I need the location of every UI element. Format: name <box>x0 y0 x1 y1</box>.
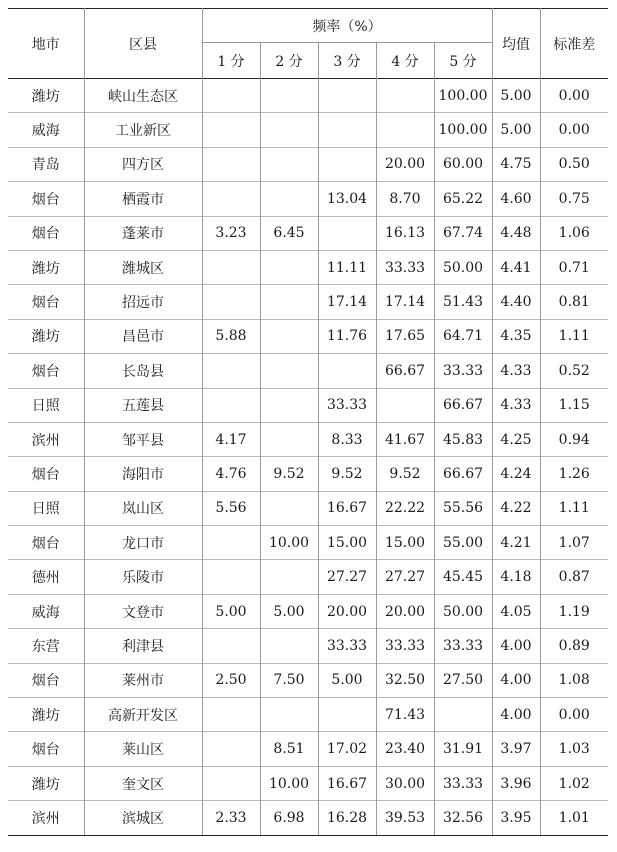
cell-freq-1 <box>202 560 260 594</box>
cell-county: 莱山区 <box>84 732 202 766</box>
cell-freq-1: 2.50 <box>202 663 260 697</box>
table-row <box>8 766 608 800</box>
cell-freq-3: 16.67 <box>318 491 376 525</box>
cell-county: 乐陵市 <box>84 560 202 594</box>
cell-mean: 5.00 <box>492 79 540 113</box>
cell-freq-4: 41.67 <box>376 422 434 456</box>
table-body <box>8 79 608 836</box>
cell-freq-4: 66.67 <box>376 354 434 388</box>
cell-city: 德州 <box>8 560 84 594</box>
cell-city: 烟台 <box>8 663 84 697</box>
cell-city: 烟台 <box>8 526 84 560</box>
cell-county: 奎文区 <box>84 766 202 800</box>
cell-sd: 1.19 <box>540 594 608 628</box>
cell-freq-1: 5.88 <box>202 319 260 353</box>
cell-city: 潍坊 <box>8 319 84 353</box>
cell-freq-5: 33.33 <box>434 629 492 663</box>
cell-freq-5: 27.50 <box>434 663 492 697</box>
frequency-table <box>8 8 608 836</box>
cell-freq-3: 33.33 <box>318 629 376 663</box>
cell-city: 潍坊 <box>8 250 84 284</box>
cell-mean: 4.41 <box>492 250 540 284</box>
cell-freq-1: 4.17 <box>202 422 260 456</box>
cell-sd: 0.00 <box>540 698 608 732</box>
cell-freq-4: 20.00 <box>376 147 434 181</box>
cell-freq-1 <box>202 732 260 766</box>
cell-sd: 1.03 <box>540 732 608 766</box>
cell-freq-5: 60.00 <box>434 147 492 181</box>
cell-freq-1: 3.23 <box>202 216 260 250</box>
cell-mean: 4.33 <box>492 388 540 422</box>
cell-city: 烟台 <box>8 216 84 250</box>
cell-county: 高新开发区 <box>84 698 202 732</box>
header-mean: 均值 <box>492 9 540 79</box>
cell-mean: 4.48 <box>492 216 540 250</box>
cell-freq-2 <box>260 79 318 113</box>
cell-freq-4: 8.70 <box>376 182 434 216</box>
table-row <box>8 182 608 216</box>
cell-mean: 3.97 <box>492 732 540 766</box>
cell-freq-4: 17.65 <box>376 319 434 353</box>
table-row <box>8 285 608 319</box>
cell-freq-5: 31.91 <box>434 732 492 766</box>
cell-freq-2: 7.50 <box>260 663 318 697</box>
table-row <box>8 698 608 732</box>
cell-freq-5: 100.00 <box>434 113 492 147</box>
cell-freq-5: 50.00 <box>434 594 492 628</box>
cell-county: 蓬莱市 <box>84 216 202 250</box>
cell-county: 五莲县 <box>84 388 202 422</box>
cell-freq-2 <box>260 560 318 594</box>
cell-freq-1 <box>202 629 260 663</box>
cell-sd: 0.94 <box>540 422 608 456</box>
cell-freq-2: 10.00 <box>260 766 318 800</box>
cell-freq-4: 30.00 <box>376 766 434 800</box>
table-row <box>8 491 608 525</box>
cell-county: 四方区 <box>84 147 202 181</box>
cell-freq-4 <box>376 113 434 147</box>
cell-freq-3 <box>318 216 376 250</box>
table-row <box>8 457 608 491</box>
header-score-1: 1 分 <box>202 43 260 79</box>
cell-freq-1 <box>202 698 260 732</box>
cell-freq-2 <box>260 285 318 319</box>
cell-county: 邹平县 <box>84 422 202 456</box>
cell-freq-2 <box>260 354 318 388</box>
cell-freq-3: 9.52 <box>318 457 376 491</box>
cell-freq-2: 5.00 <box>260 594 318 628</box>
cell-city: 东营 <box>8 629 84 663</box>
cell-freq-1 <box>202 766 260 800</box>
cell-freq-2 <box>260 422 318 456</box>
cell-freq-2 <box>260 319 318 353</box>
table-row <box>8 560 608 594</box>
cell-freq-2 <box>260 388 318 422</box>
cell-freq-5: 33.33 <box>434 354 492 388</box>
cell-freq-3: 8.33 <box>318 422 376 456</box>
cell-sd: 1.08 <box>540 663 608 697</box>
cell-freq-1 <box>202 526 260 560</box>
cell-mean: 4.40 <box>492 285 540 319</box>
cell-mean: 4.33 <box>492 354 540 388</box>
cell-county: 长岛县 <box>84 354 202 388</box>
cell-freq-4: 39.53 <box>376 801 434 835</box>
cell-freq-2: 8.51 <box>260 732 318 766</box>
cell-city: 滨州 <box>8 801 84 835</box>
cell-county: 潍城区 <box>84 250 202 284</box>
cell-freq-5: 66.67 <box>434 457 492 491</box>
cell-county: 招远市 <box>84 285 202 319</box>
cell-county: 岚山区 <box>84 491 202 525</box>
cell-freq-3: 13.04 <box>318 182 376 216</box>
header-sd: 标准差 <box>540 9 608 79</box>
cell-freq-1 <box>202 354 260 388</box>
table-row <box>8 663 608 697</box>
cell-freq-1 <box>202 147 260 181</box>
cell-freq-4: 33.33 <box>376 250 434 284</box>
header-frequency: 频率（%） <box>202 9 492 43</box>
cell-sd: 1.06 <box>540 216 608 250</box>
table-row <box>8 594 608 628</box>
cell-mean: 4.75 <box>492 147 540 181</box>
cell-freq-4: 16.13 <box>376 216 434 250</box>
cell-sd: 0.71 <box>540 250 608 284</box>
cell-city: 烟台 <box>8 457 84 491</box>
cell-freq-3: 11.11 <box>318 250 376 284</box>
cell-freq-5: 45.83 <box>434 422 492 456</box>
cell-freq-4: 33.33 <box>376 629 434 663</box>
cell-sd: 0.89 <box>540 629 608 663</box>
header-score-2: 2 分 <box>260 43 318 79</box>
cell-sd: 1.02 <box>540 766 608 800</box>
cell-freq-5: 66.67 <box>434 388 492 422</box>
cell-freq-2 <box>260 113 318 147</box>
cell-sd: 0.75 <box>540 182 608 216</box>
cell-freq-4 <box>376 79 434 113</box>
cell-mean: 3.95 <box>492 801 540 835</box>
cell-city: 烟台 <box>8 182 84 216</box>
cell-mean: 4.60 <box>492 182 540 216</box>
cell-freq-1 <box>202 113 260 147</box>
cell-freq-1: 5.56 <box>202 491 260 525</box>
cell-city: 潍坊 <box>8 79 84 113</box>
cell-sd: 0.52 <box>540 354 608 388</box>
cell-sd: 0.00 <box>540 79 608 113</box>
header-score-3: 3 分 <box>318 43 376 79</box>
cell-freq-3: 15.00 <box>318 526 376 560</box>
cell-mean: 4.21 <box>492 526 540 560</box>
cell-mean: 4.00 <box>492 629 540 663</box>
cell-city: 威海 <box>8 594 84 628</box>
cell-freq-2: 10.00 <box>260 526 318 560</box>
cell-county: 文登市 <box>84 594 202 628</box>
cell-freq-5: 55.00 <box>434 526 492 560</box>
cell-mean: 4.18 <box>492 560 540 594</box>
cell-sd: 1.15 <box>540 388 608 422</box>
cell-city: 潍坊 <box>8 698 84 732</box>
cell-freq-5: 100.00 <box>434 79 492 113</box>
cell-mean: 4.05 <box>492 594 540 628</box>
cell-freq-2 <box>260 250 318 284</box>
table-row <box>8 629 608 663</box>
cell-sd: 1.11 <box>540 319 608 353</box>
cell-freq-1 <box>202 79 260 113</box>
cell-mean: 4.00 <box>492 663 540 697</box>
cell-freq-4: 71.43 <box>376 698 434 732</box>
cell-freq-3: 16.28 <box>318 801 376 835</box>
cell-city: 滨州 <box>8 422 84 456</box>
cell-freq-2 <box>260 182 318 216</box>
header-score-4: 4 分 <box>376 43 434 79</box>
cell-freq-3: 17.14 <box>318 285 376 319</box>
cell-freq-1 <box>202 250 260 284</box>
cell-freq-1 <box>202 388 260 422</box>
cell-mean: 4.25 <box>492 422 540 456</box>
cell-freq-3 <box>318 354 376 388</box>
cell-freq-4: 9.52 <box>376 457 434 491</box>
cell-county: 莱州市 <box>84 663 202 697</box>
cell-city: 青岛 <box>8 147 84 181</box>
cell-freq-5: 45.45 <box>434 560 492 594</box>
cell-city: 烟台 <box>8 285 84 319</box>
cell-freq-2 <box>260 147 318 181</box>
cell-city: 潍坊 <box>8 766 84 800</box>
cell-mean: 3.96 <box>492 766 540 800</box>
table-row <box>8 79 608 113</box>
cell-city: 日照 <box>8 491 84 525</box>
cell-mean: 4.24 <box>492 457 540 491</box>
cell-freq-4: 22.22 <box>376 491 434 525</box>
cell-county: 栖霞市 <box>84 182 202 216</box>
cell-freq-1: 2.33 <box>202 801 260 835</box>
cell-county: 工业新区 <box>84 113 202 147</box>
cell-freq-2: 6.45 <box>260 216 318 250</box>
cell-freq-3: 20.00 <box>318 594 376 628</box>
table-row <box>8 526 608 560</box>
cell-freq-5: 33.33 <box>434 766 492 800</box>
cell-county: 昌邑市 <box>84 319 202 353</box>
header-score-5: 5 分 <box>434 43 492 79</box>
table-row <box>8 216 608 250</box>
cell-sd: 0.00 <box>540 113 608 147</box>
cell-freq-4: 20.00 <box>376 594 434 628</box>
table-row <box>8 422 608 456</box>
cell-city: 威海 <box>8 113 84 147</box>
table-row <box>8 354 608 388</box>
cell-freq-5: 32.56 <box>434 801 492 835</box>
table-row <box>8 113 608 147</box>
cell-city: 烟台 <box>8 354 84 388</box>
cell-freq-3 <box>318 113 376 147</box>
cell-city: 烟台 <box>8 732 84 766</box>
cell-freq-1 <box>202 182 260 216</box>
cell-freq-1: 4.76 <box>202 457 260 491</box>
table-row <box>8 319 608 353</box>
cell-freq-4: 17.14 <box>376 285 434 319</box>
cell-freq-3: 33.33 <box>318 388 376 422</box>
cell-county: 滨城区 <box>84 801 202 835</box>
cell-sd: 1.11 <box>540 491 608 525</box>
cell-freq-3: 16.67 <box>318 766 376 800</box>
cell-sd: 1.26 <box>540 457 608 491</box>
cell-sd: 0.81 <box>540 285 608 319</box>
header-city: 地市 <box>8 9 84 79</box>
cell-freq-3 <box>318 698 376 732</box>
cell-freq-3: 17.02 <box>318 732 376 766</box>
cell-freq-2: 6.98 <box>260 801 318 835</box>
cell-freq-4: 32.50 <box>376 663 434 697</box>
cell-freq-5 <box>434 698 492 732</box>
cell-sd: 0.87 <box>540 560 608 594</box>
cell-freq-2: 9.52 <box>260 457 318 491</box>
table-row <box>8 250 608 284</box>
cell-freq-4 <box>376 388 434 422</box>
cell-city: 日照 <box>8 388 84 422</box>
cell-freq-2 <box>260 698 318 732</box>
cell-county: 海阳市 <box>84 457 202 491</box>
cell-sd: 0.50 <box>540 147 608 181</box>
cell-freq-2 <box>260 491 318 525</box>
table-row <box>8 801 608 835</box>
table-row <box>8 732 608 766</box>
cell-county: 峡山生态区 <box>84 79 202 113</box>
cell-freq-5: 65.22 <box>434 182 492 216</box>
cell-mean: 4.00 <box>492 698 540 732</box>
cell-freq-5: 55.56 <box>434 491 492 525</box>
cell-sd: 1.07 <box>540 526 608 560</box>
cell-freq-4: 27.27 <box>376 560 434 594</box>
cell-county: 利津县 <box>84 629 202 663</box>
cell-freq-5: 50.00 <box>434 250 492 284</box>
cell-freq-5: 64.71 <box>434 319 492 353</box>
cell-freq-3: 27.27 <box>318 560 376 594</box>
cell-freq-1 <box>202 285 260 319</box>
cell-freq-3 <box>318 79 376 113</box>
cell-sd: 1.01 <box>540 801 608 835</box>
cell-freq-3: 5.00 <box>318 663 376 697</box>
cell-mean: 4.35 <box>492 319 540 353</box>
cell-freq-4: 15.00 <box>376 526 434 560</box>
cell-mean: 4.22 <box>492 491 540 525</box>
cell-freq-3: 11.76 <box>318 319 376 353</box>
table-row <box>8 147 608 181</box>
cell-freq-5: 51.43 <box>434 285 492 319</box>
cell-mean: 5.00 <box>492 113 540 147</box>
cell-county: 龙口市 <box>84 526 202 560</box>
cell-freq-5: 67.74 <box>434 216 492 250</box>
table-row <box>8 388 608 422</box>
cell-freq-2 <box>260 629 318 663</box>
cell-freq-4: 23.40 <box>376 732 434 766</box>
table-header <box>8 9 608 79</box>
header-county: 区县 <box>84 9 202 79</box>
cell-freq-1: 5.00 <box>202 594 260 628</box>
cell-freq-3 <box>318 147 376 181</box>
